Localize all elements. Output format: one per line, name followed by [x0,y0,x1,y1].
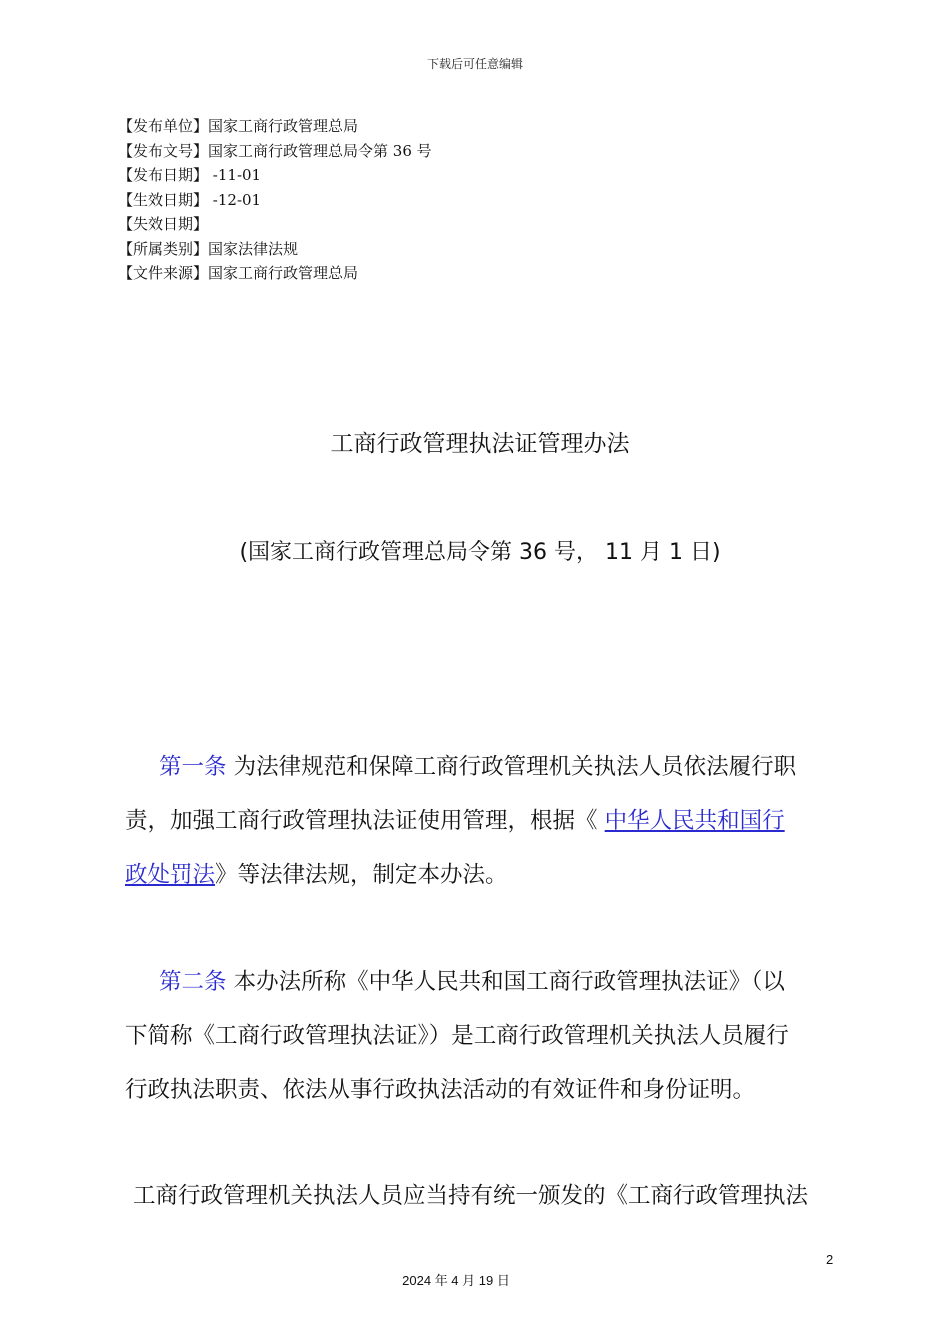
meta-value: 国家工商行政管理总局 [208,264,359,282]
meta-row-source [118,261,432,286]
document-subtitle: (国家工商行政管理总局令第 36 号， 11 月 1 日) [239,540,721,565]
article-2-line-2: 下简称《工商行政管理执法证》）是工商行政管理机关执法人员履行 [125,1023,789,1049]
meta-row-doc-number [118,139,432,164]
article-1-text-2: 责，加强工商行政管理执法证使用管理，根据《 [125,808,605,834]
meta-value: -12-01 [208,190,262,209]
meta-row-issue-date [118,163,432,188]
law-link-part-1[interactable]: 中华人民共和国行 [604,808,785,834]
meta-label: 【文件来源】 [118,264,209,282]
article-1-line-2 [125,794,830,848]
page-number: 2 [826,1252,834,1267]
meta-label: 【失效日期】 [118,215,209,233]
meta-label: 【发布日期】 [118,166,209,184]
article-1-label: 第一条 [159,754,227,780]
meta-row-category [118,237,432,262]
meta-label: 【发布文号】 [118,141,209,160]
meta-row-effective-date [118,188,432,213]
article-1-text-3: 》等法律法规，制定本办法。 [215,862,508,888]
footer-date: 2024 年 4 月 19 日 [402,1273,510,1288]
paragraph-3 [133,1169,838,1223]
law-link-part-2[interactable]: 政处罚法 [125,862,216,888]
meta-label: 【所属类别】 [118,239,209,258]
article-1-line-3 [125,848,830,902]
document-title: 工商行政管理执法证管理办法 [330,431,630,457]
meta-label: 【发布单位】 [118,117,209,135]
meta-row-issuer [118,114,432,139]
meta-value: 国家工商行政管理总局令第 36 号 [208,141,432,160]
header-note: 下载后可任意编辑 [426,57,523,71]
meta-label: 【生效日期】 [118,190,209,209]
article-2-label: 第二条 [159,969,227,995]
article-1 [125,740,830,902]
article-2-line-1 [125,955,830,1009]
meta-row-expiry-date [118,212,432,237]
meta-value: -11-01 [208,166,262,184]
meta-value: 国家工商行政管理总局 [208,117,359,135]
article-1-text: 为法律规范和保障工商行政管理机关执法人员依法履行职 [226,754,797,780]
article-1-line-1 [125,740,830,794]
metadata-block [118,114,432,286]
article-2-line-3: 行政执法职责、依法从事行政执法活动的有效证件和身份证明。 [125,1077,756,1103]
paragraph-3-line-1: 工商行政管理机关执法人员应当持有统一颁发的《工商行政管理执法 [133,1183,809,1209]
article-2-text: 本办法所称《中华人民共和国工商行政管理执法证》（以 [226,969,785,995]
article-2 [125,955,830,1117]
meta-value: 国家法律法规 [208,239,299,258]
